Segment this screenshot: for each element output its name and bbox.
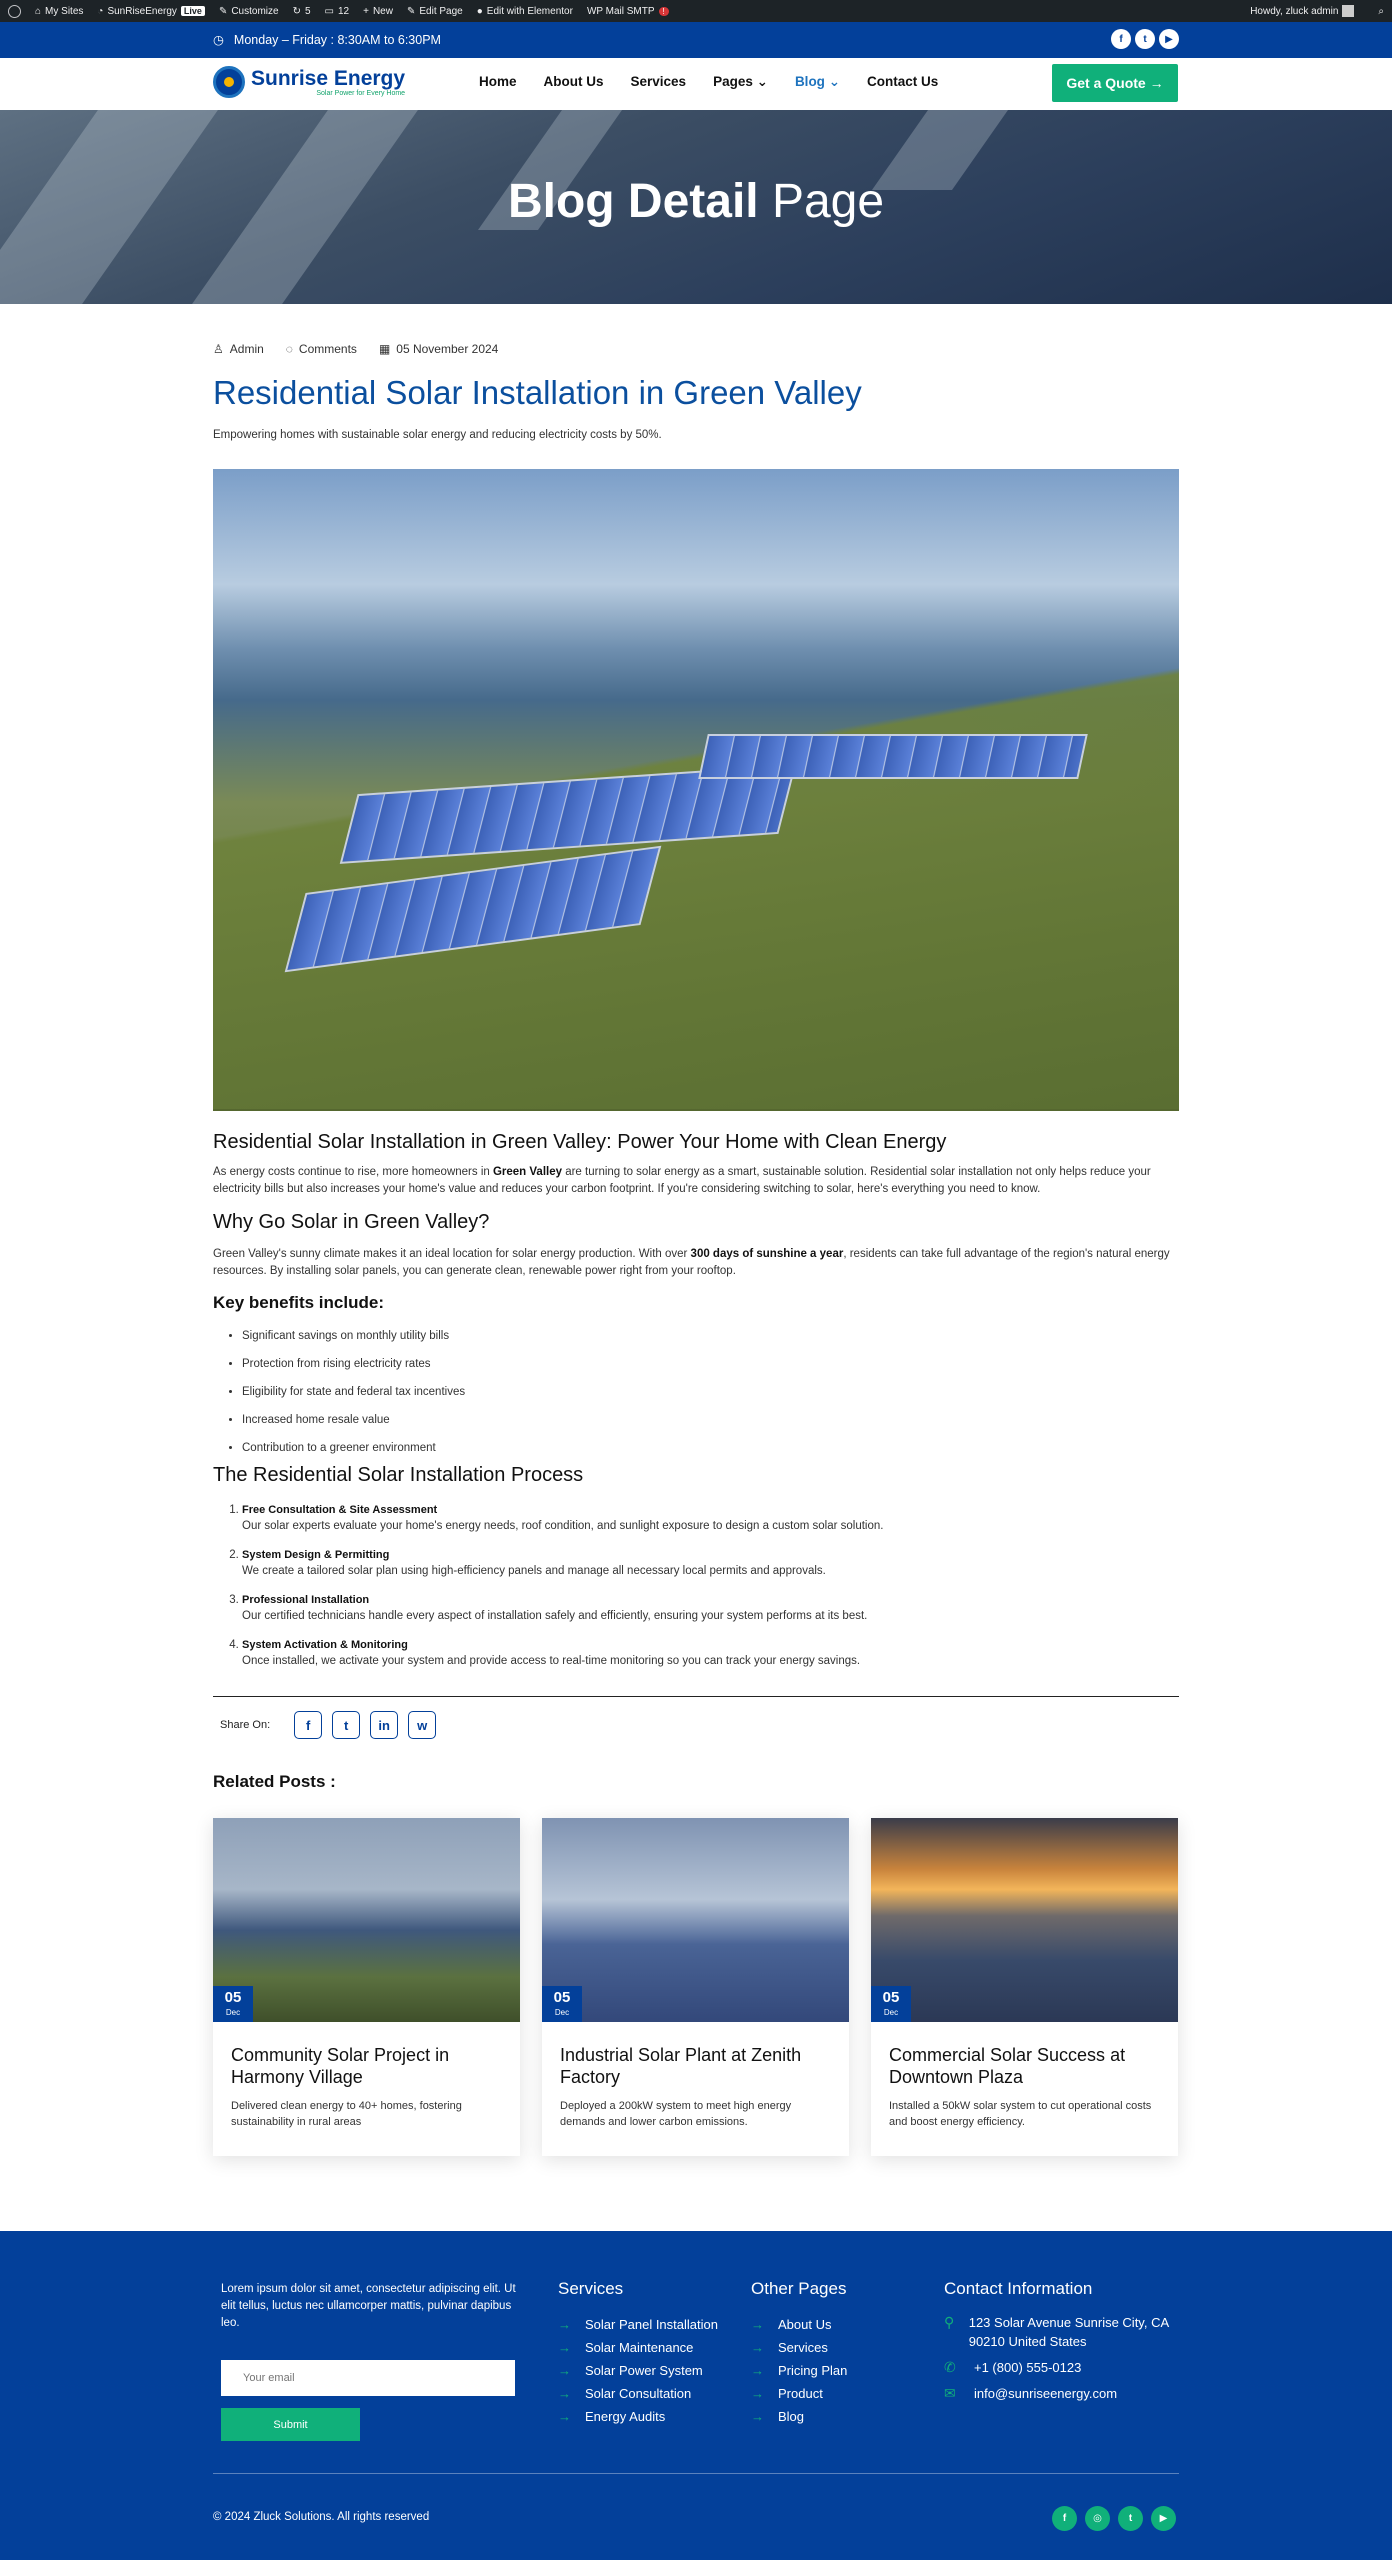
admin-new[interactable]: + New xyxy=(363,5,393,17)
arrow-right-icon: → xyxy=(751,2386,764,2401)
footer-link[interactable]: → Services xyxy=(751,2340,828,2355)
nav-blog[interactable]: Blog ⌄ xyxy=(794,74,841,89)
admin-site-name[interactable]: ◔ SunRiseEnergy Live xyxy=(97,6,205,17)
location-pin-icon: ⚲ xyxy=(944,2314,955,2330)
footer-link[interactable]: → Solar Power System xyxy=(558,2363,703,2378)
footer-pages xyxy=(751,2279,847,2428)
card-excerpt: Installed a 50kW solar system to cut operational costs and boost energy efficiency. xyxy=(889,2100,1152,2128)
post-date: ▦ 05 November 2024 xyxy=(378,342,499,356)
logo-name: Sunrise Energy xyxy=(251,66,406,90)
why-section xyxy=(213,1211,1179,1280)
elementor-icon: ● xyxy=(476,5,483,17)
footer-link[interactable]: → Solar Panel Installation xyxy=(558,2317,718,2332)
top-info-bar xyxy=(0,22,1392,58)
share-bar xyxy=(220,1711,436,1739)
post-title: Residential Solar Installation in Green Valley xyxy=(213,374,862,411)
main-nav xyxy=(479,74,938,90)
list-item: 3. Professional Installation Our certified technicians handle every aspect of installation safely and efficiently, ensuring your system performs at its best. xyxy=(242,1592,1179,1624)
clock-icon: ◷ xyxy=(213,33,224,47)
share-facebook-icon[interactable]: f xyxy=(294,1711,322,1739)
admin-smtp[interactable]: WP Mail SMTP ! xyxy=(587,6,669,17)
benefits-list xyxy=(213,1328,1179,1468)
process-section xyxy=(213,1464,1179,1682)
top-social-links xyxy=(1111,29,1179,49)
footer-heading: Services xyxy=(558,2279,624,2298)
page-hero xyxy=(0,110,1392,304)
arrow-right-icon: → xyxy=(751,2317,764,2332)
solar-panel-decor xyxy=(698,734,1088,779)
instagram-icon[interactable]: ◎ xyxy=(1085,2506,1110,2531)
site-header xyxy=(0,58,1392,110)
card-title[interactable]: Community Solar Project in Harmony Village xyxy=(231,2045,450,2087)
arrow-right-icon: → xyxy=(558,2363,571,2378)
newsletter-email-input[interactable] xyxy=(221,2360,515,2396)
content-divider xyxy=(213,1696,1179,1697)
sun-logo-icon xyxy=(213,66,245,98)
mail-icon: ✉ xyxy=(944,2385,956,2401)
footer-heading: Contact Information xyxy=(944,2279,1093,2298)
list-item: • Increased home resale value xyxy=(242,1412,1179,1440)
sites-icon: ⌂ xyxy=(35,5,42,17)
calendar-icon: ▦ xyxy=(378,342,391,356)
arrow-right-icon: → xyxy=(558,2317,571,2332)
pencil-icon: ✎ xyxy=(406,5,416,17)
admin-my-sites[interactable]: ⌂ My Sites xyxy=(35,5,84,17)
contact-phone[interactable]: ✆ +1 (800) 555-0123 xyxy=(944,2359,1082,2375)
admin-comments[interactable]: ▭ 12 xyxy=(324,5,350,17)
card-excerpt: Delivered clean energy to 40+ homes, fostering sustainability in rural areas xyxy=(231,2100,462,2128)
footer-services xyxy=(558,2279,718,2428)
related-card[interactable] xyxy=(871,1818,1178,2156)
featured-image xyxy=(213,469,1179,1111)
footer-link[interactable]: → About Us xyxy=(751,2317,832,2332)
nav-home[interactable]: Home xyxy=(479,74,517,89)
brush-icon: ✎ xyxy=(218,5,228,17)
twitter-icon[interactable]: t xyxy=(1118,2506,1143,2531)
footer-social-links xyxy=(1052,2506,1176,2531)
share-whatsapp-icon[interactable]: w xyxy=(408,1711,436,1739)
section-heading: Why Go Solar in Green Valley? xyxy=(213,1211,490,1233)
site-logo[interactable] xyxy=(213,66,405,98)
hillside-decor xyxy=(213,649,1179,1109)
arrow-right-icon: → xyxy=(751,2409,764,2424)
admin-howdy[interactable]: Howdy, zluck admin xyxy=(1250,5,1354,17)
card-excerpt: Deployed a 200kW system to meet high energy demands and lower carbon emissions. xyxy=(560,2100,792,2128)
footer-link[interactable]: → Solar Consultation xyxy=(558,2386,692,2401)
post-author[interactable]: ♙ Admin xyxy=(213,342,264,356)
copyright: © 2024 Zluck Solutions. All rights reserved xyxy=(213,2511,430,2523)
business-hours: ◷ Monday – Friday : 8:30AM to 6:30PM xyxy=(213,32,441,47)
intro-paragraph: As energy costs continue to rise, more homeowners in Green Valley are turning to solar energy as a smart, sustainable solution. Residential solar installation not only helps reduce your electricity bills but also increases your home's value and reduces your carbon footprint. If you're considering switching to solar, here's everything you need to know. xyxy=(213,1166,1151,1195)
related-card[interactable] xyxy=(542,1818,849,2156)
facebook-icon[interactable]: f xyxy=(1052,2506,1077,2531)
page-title: Blog Detail Page xyxy=(507,175,885,228)
site-footer xyxy=(0,2231,1392,2560)
footer-link[interactable]: → Pricing Plan xyxy=(751,2363,848,2378)
youtube-icon[interactable]: ▶ xyxy=(1151,2506,1176,2531)
user-icon: ♙ xyxy=(213,342,224,356)
nav-contact[interactable]: Contact Us xyxy=(867,74,939,89)
footer-contact xyxy=(944,2279,1184,2410)
footer-link[interactable]: → Solar Maintenance xyxy=(558,2340,694,2355)
plus-icon: + xyxy=(363,5,369,17)
arrow-right-icon: → xyxy=(751,2363,764,2378)
list-item: • Protection from rising electricity rates xyxy=(242,1356,1179,1384)
newsletter-submit-button[interactable]: Submit xyxy=(221,2408,360,2441)
list-item: • Contribution to a greener environment xyxy=(242,1440,1179,1468)
facebook-icon[interactable]: f xyxy=(1111,29,1131,49)
nav-about[interactable]: About Us xyxy=(543,74,604,89)
benefits-section xyxy=(213,1293,1179,1468)
footer-heading: Other Pages xyxy=(751,2279,847,2298)
avatar xyxy=(1342,5,1354,17)
updates-icon: ↻ xyxy=(292,5,301,17)
arrow-right-icon: → xyxy=(558,2340,571,2355)
section-heading: The Residential Solar Installation Process xyxy=(213,1464,584,1486)
post-comments[interactable]: ◌ Comments xyxy=(285,342,357,356)
admin-bar xyxy=(0,0,1392,22)
related-card[interactable] xyxy=(213,1818,520,2156)
nav-services[interactable]: Services xyxy=(630,74,687,89)
card-image xyxy=(542,1818,849,2022)
contact-email[interactable]: ✉ info@sunriseenergy.com xyxy=(944,2385,1118,2401)
post-subtitle: Empowering homes with sustainable solar energy and reducing electricity costs by 50%. xyxy=(213,429,662,441)
comment-icon: ◌ xyxy=(285,342,293,356)
chevron-down-icon: ⌄ xyxy=(828,74,841,89)
related-posts-title: Related Posts : xyxy=(213,1772,336,1791)
list-item: 4. System Activation & Monitoring Once installed, we activate your system and provide access to real-time monitoring so you can track your energy savings. xyxy=(242,1637,1179,1669)
footer-about: Lorem ipsum dolor sit amet, consectetur adipiscing elit. Ut elit tellus, luctus nec ullamcorper mattis, pulvinar dapibus leo. xyxy=(221,2283,516,2329)
why-paragraph: Green Valley's sunny climate makes it an ideal location for solar energy production. With over 300 days of sunshine a year, residents can take full advantage of the region's natural energy resources. By installing solar panels, you can generate clean, renewable power right from your rooftop. xyxy=(213,1248,1170,1277)
search-icon[interactable]: ⌕ xyxy=(1378,5,1384,17)
share-label: Share On: xyxy=(220,1719,271,1731)
admin-edit-page[interactable]: ✎ Edit Page xyxy=(406,5,463,17)
process-steps xyxy=(213,1502,1179,1669)
nav-pages[interactable]: Pages ⌄ xyxy=(713,74,768,89)
logo-tagline: Solar Power for Every Home xyxy=(316,89,406,97)
date-tag: 05 Dec xyxy=(542,1986,582,2022)
smtp-alert-badge: ! xyxy=(659,7,669,16)
phone-icon: ✆ xyxy=(944,2359,956,2375)
twitter-icon[interactable]: t xyxy=(1135,29,1155,49)
date-tag: 05 Dec xyxy=(871,1986,911,2022)
footer-link[interactable]: → Energy Audits xyxy=(558,2409,666,2424)
admin-updates[interactable]: ↻ 5 xyxy=(292,5,311,17)
card-title[interactable]: Commercial Solar Success at Downtown Plaza xyxy=(889,2045,1126,2087)
arrow-right-icon: → xyxy=(558,2409,571,2424)
card-title[interactable]: Industrial Solar Plant at Zenith Factory xyxy=(560,2045,802,2087)
post-meta xyxy=(213,342,498,356)
youtube-icon[interactable]: ▶ xyxy=(1159,29,1179,49)
list-item: 2. System Design & Permitting We create a tailored solar plan using high-efficiency panels and manage all necessary local permits and approvals. xyxy=(242,1547,1179,1579)
footer-link[interactable]: → Product xyxy=(751,2386,823,2401)
live-badge: Live xyxy=(181,6,205,16)
admin-elementor[interactable]: ● Edit with Elementor xyxy=(476,5,573,17)
list-item: 1. Free Consultation & Site Assessment Our solar experts evaluate your home's energy needs, roof condition, and sunlight exposure to design a custom solar solution. xyxy=(242,1502,1179,1534)
footer-link[interactable]: → Blog xyxy=(751,2409,805,2424)
chevron-down-icon: ⌄ xyxy=(756,74,768,89)
card-image xyxy=(213,1818,520,2022)
get-quote-button[interactable]: Get a Quote → xyxy=(1052,64,1178,102)
list-item: • Significant savings on monthly utility bills xyxy=(242,1328,1179,1356)
footer-divider xyxy=(213,2473,1179,2474)
comment-icon: ▭ xyxy=(324,5,334,17)
dashboard-icon: ◔ xyxy=(97,5,104,17)
card-image xyxy=(871,1818,1178,2022)
admin-customize[interactable]: ✎ Customize xyxy=(218,5,279,17)
arrow-right-icon: → xyxy=(751,2340,764,2355)
benefits-heading: Key benefits include: xyxy=(213,1293,384,1312)
section-heading: Residential Solar Installation in Green Valley: Power Your Home with Clean Energy xyxy=(213,1131,947,1153)
contact-address: ⚲ 123 Solar Avenue Sunrise City, CA 90210 United States xyxy=(944,2314,1169,2349)
share-twitter-icon[interactable]: t xyxy=(332,1711,360,1739)
list-item: • Eligibility for state and federal tax incentives xyxy=(242,1384,1179,1412)
wordpress-logo-icon[interactable] xyxy=(8,5,21,18)
arrow-right-icon: → xyxy=(558,2386,571,2401)
date-tag: 05 Dec xyxy=(213,1986,253,2022)
share-linkedin-icon[interactable]: in xyxy=(370,1711,398,1739)
intro-section xyxy=(213,1131,1179,1198)
